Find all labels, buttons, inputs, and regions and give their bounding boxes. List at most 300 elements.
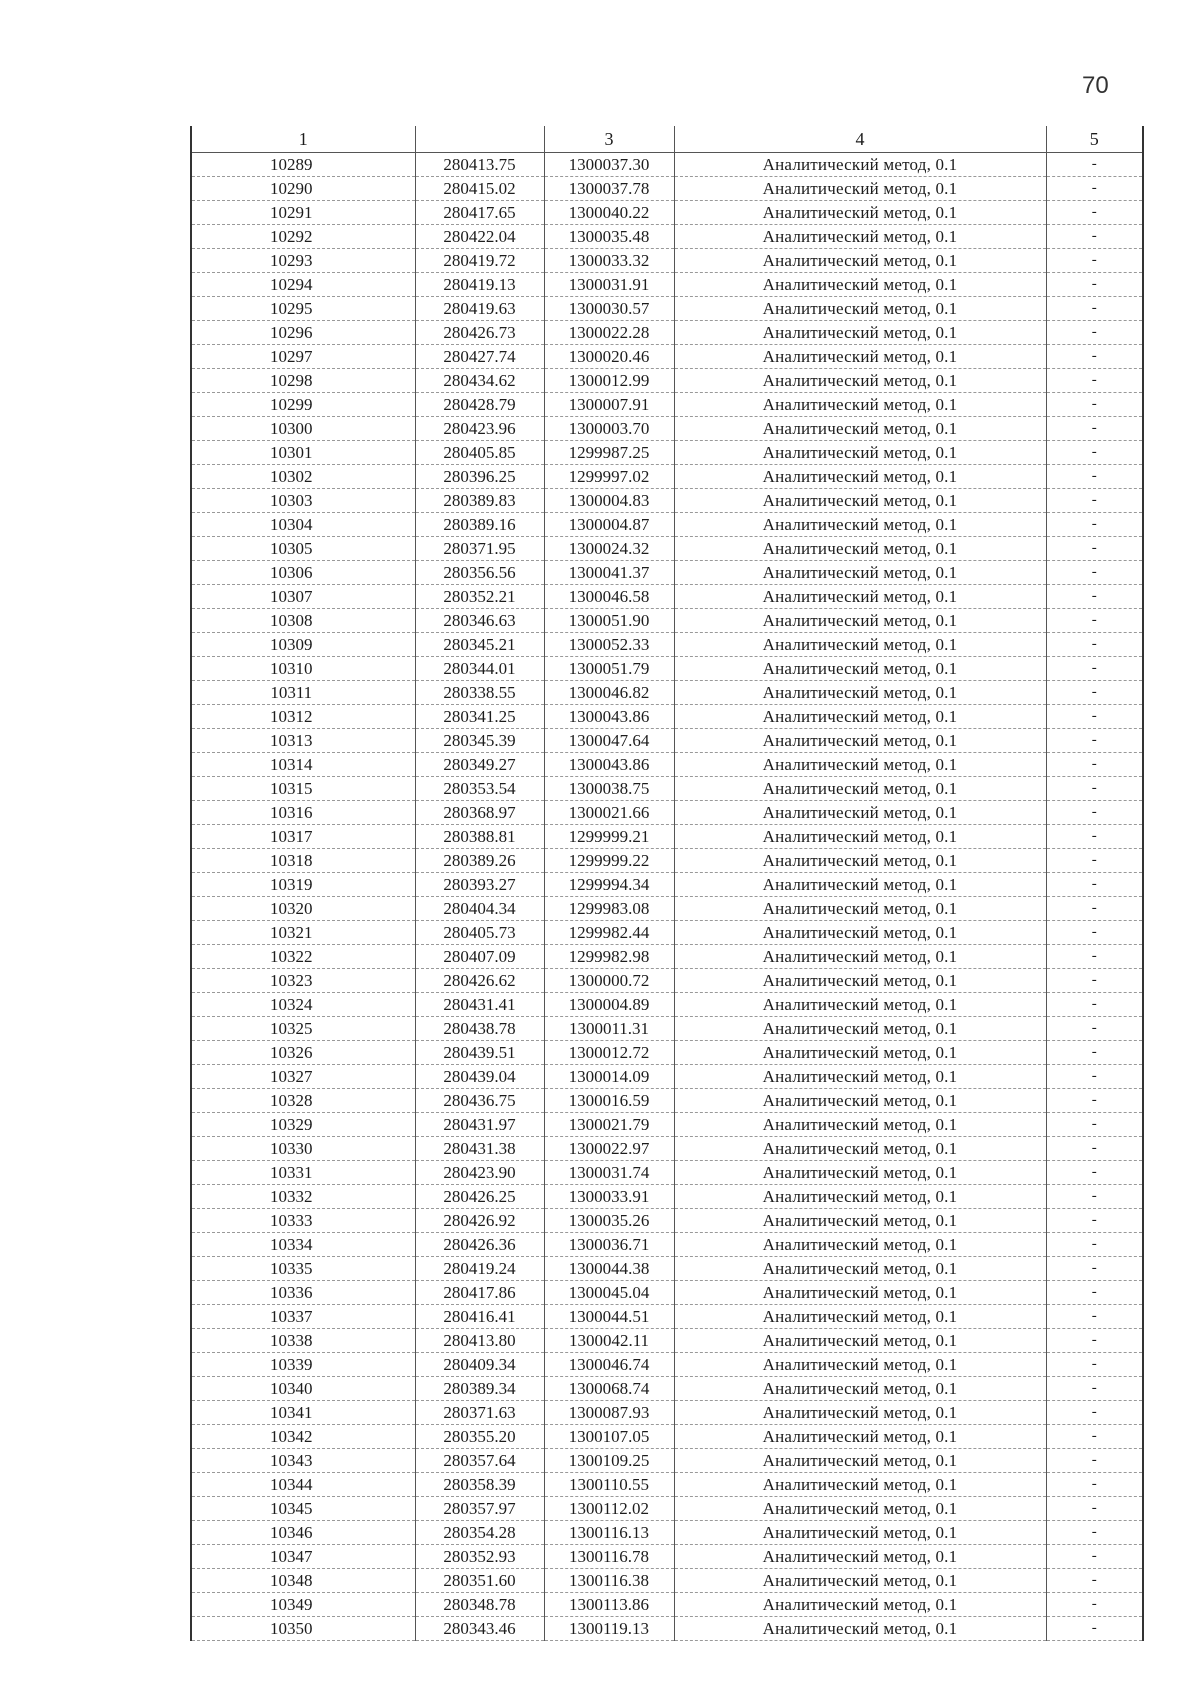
x-coordinate-cell: 280389.16 xyxy=(415,513,544,537)
table-row xyxy=(191,1017,1143,1041)
x-coordinate-cell: 280419.13 xyxy=(415,273,544,297)
point-number-cell: 10302 xyxy=(191,465,415,489)
y-coordinate-cell: 1300012.99 xyxy=(544,369,674,393)
method-cell: Аналитический метод, 0.1 xyxy=(674,1065,1046,1089)
point-number-cell: 10309 xyxy=(191,633,415,657)
method-cell: Аналитический метод, 0.1 xyxy=(674,465,1046,489)
y-coordinate-cell: 1300022.28 xyxy=(544,321,674,345)
point-number-cell: 10305 xyxy=(191,537,415,561)
x-coordinate-cell: 280426.73 xyxy=(415,321,544,345)
note-cell: - xyxy=(1046,1305,1143,1329)
y-coordinate-cell: 1300030.57 xyxy=(544,297,674,321)
y-coordinate-cell: 1300046.58 xyxy=(544,585,674,609)
y-coordinate-cell: 1300004.89 xyxy=(544,993,674,1017)
note-cell: - xyxy=(1046,537,1143,561)
column-header-3: 3 xyxy=(544,126,674,153)
method-cell: Аналитический метод, 0.1 xyxy=(674,1233,1046,1257)
note-cell: - xyxy=(1046,225,1143,249)
y-coordinate-cell: 1300087.93 xyxy=(544,1401,674,1425)
table-row xyxy=(191,1353,1143,1377)
table-row xyxy=(191,1257,1143,1281)
coordinates-table xyxy=(190,126,1144,1641)
note-cell: - xyxy=(1046,945,1143,969)
table-row xyxy=(191,1377,1143,1401)
x-coordinate-cell: 280419.63 xyxy=(415,297,544,321)
column-header-2 xyxy=(415,126,544,153)
x-coordinate-cell: 280422.04 xyxy=(415,225,544,249)
y-coordinate-cell: 1300004.87 xyxy=(544,513,674,537)
note-cell: - xyxy=(1046,1521,1143,1545)
note-cell: - xyxy=(1046,1065,1143,1089)
note-cell: - xyxy=(1046,177,1143,201)
table-row xyxy=(191,969,1143,993)
y-coordinate-cell: 1300116.13 xyxy=(544,1521,674,1545)
y-coordinate-cell: 1300116.38 xyxy=(544,1569,674,1593)
point-number-cell: 10312 xyxy=(191,705,415,729)
x-coordinate-cell: 280348.78 xyxy=(415,1593,544,1617)
method-cell: Аналитический метод, 0.1 xyxy=(674,1137,1046,1161)
table-row xyxy=(191,489,1143,513)
method-cell: Аналитический метод, 0.1 xyxy=(674,1017,1046,1041)
x-coordinate-cell: 280357.64 xyxy=(415,1449,544,1473)
point-number-cell: 10316 xyxy=(191,801,415,825)
table-row xyxy=(191,585,1143,609)
method-cell: Аналитический метод, 0.1 xyxy=(674,801,1046,825)
column-header-5: 5 xyxy=(1046,126,1143,153)
method-cell: Аналитический метод, 0.1 xyxy=(674,1041,1046,1065)
point-number-cell: 10319 xyxy=(191,873,415,897)
x-coordinate-cell: 280417.86 xyxy=(415,1281,544,1305)
point-number-cell: 10301 xyxy=(191,441,415,465)
y-coordinate-cell: 1300040.22 xyxy=(544,201,674,225)
x-coordinate-cell: 280427.74 xyxy=(415,345,544,369)
point-number-cell: 10307 xyxy=(191,585,415,609)
x-coordinate-cell: 280407.09 xyxy=(415,945,544,969)
x-coordinate-cell: 280413.75 xyxy=(415,153,544,177)
note-cell: - xyxy=(1046,801,1143,825)
point-number-cell: 10344 xyxy=(191,1473,415,1497)
method-cell: Аналитический метод, 0.1 xyxy=(674,753,1046,777)
note-cell: - xyxy=(1046,1161,1143,1185)
method-cell: Аналитический метод, 0.1 xyxy=(674,177,1046,201)
point-number-cell: 10295 xyxy=(191,297,415,321)
y-coordinate-cell: 1300044.51 xyxy=(544,1305,674,1329)
table-row xyxy=(191,1449,1143,1473)
x-coordinate-cell: 280338.55 xyxy=(415,681,544,705)
point-number-cell: 10293 xyxy=(191,249,415,273)
point-number-cell: 10297 xyxy=(191,345,415,369)
method-cell: Аналитический метод, 0.1 xyxy=(674,585,1046,609)
note-cell: - xyxy=(1046,201,1143,225)
method-cell: Аналитический метод, 0.1 xyxy=(674,273,1046,297)
point-number-cell: 10289 xyxy=(191,153,415,177)
x-coordinate-cell: 280439.04 xyxy=(415,1065,544,1089)
y-coordinate-cell: 1300014.09 xyxy=(544,1065,674,1089)
point-number-cell: 10304 xyxy=(191,513,415,537)
table-row xyxy=(191,465,1143,489)
x-coordinate-cell: 280354.28 xyxy=(415,1521,544,1545)
x-coordinate-cell: 280371.63 xyxy=(415,1401,544,1425)
y-coordinate-cell: 1300031.91 xyxy=(544,273,674,297)
table-row xyxy=(191,273,1143,297)
y-coordinate-cell: 1300000.72 xyxy=(544,969,674,993)
note-cell: - xyxy=(1046,273,1143,297)
y-coordinate-cell: 1300033.32 xyxy=(544,249,674,273)
y-coordinate-cell: 1300109.25 xyxy=(544,1449,674,1473)
table-row xyxy=(191,417,1143,441)
point-number-cell: 10325 xyxy=(191,1017,415,1041)
x-coordinate-cell: 280426.92 xyxy=(415,1209,544,1233)
note-cell: - xyxy=(1046,585,1143,609)
method-cell: Аналитический метод, 0.1 xyxy=(674,825,1046,849)
y-coordinate-cell: 1300051.90 xyxy=(544,609,674,633)
point-number-cell: 10317 xyxy=(191,825,415,849)
note-cell: - xyxy=(1046,1377,1143,1401)
table-row xyxy=(191,1089,1143,1113)
note-cell: - xyxy=(1046,393,1143,417)
x-coordinate-cell: 280431.97 xyxy=(415,1113,544,1137)
method-cell: Аналитический метод, 0.1 xyxy=(674,369,1046,393)
x-coordinate-cell: 280341.25 xyxy=(415,705,544,729)
y-coordinate-cell: 1300068.74 xyxy=(544,1377,674,1401)
x-coordinate-cell: 280356.56 xyxy=(415,561,544,585)
table-row xyxy=(191,873,1143,897)
y-coordinate-cell: 1300007.91 xyxy=(544,393,674,417)
y-coordinate-cell: 1299987.25 xyxy=(544,441,674,465)
table-row xyxy=(191,225,1143,249)
x-coordinate-cell: 280345.39 xyxy=(415,729,544,753)
x-coordinate-cell: 280349.27 xyxy=(415,753,544,777)
x-coordinate-cell: 280436.75 xyxy=(415,1089,544,1113)
method-cell: Аналитический метод, 0.1 xyxy=(674,1113,1046,1137)
y-coordinate-cell: 1300046.82 xyxy=(544,681,674,705)
point-number-cell: 10338 xyxy=(191,1329,415,1353)
note-cell: - xyxy=(1046,153,1143,177)
method-cell: Аналитический метод, 0.1 xyxy=(674,1473,1046,1497)
y-coordinate-cell: 1300035.48 xyxy=(544,225,674,249)
method-cell: Аналитический метод, 0.1 xyxy=(674,489,1046,513)
note-cell: - xyxy=(1046,1041,1143,1065)
x-coordinate-cell: 280419.24 xyxy=(415,1257,544,1281)
y-coordinate-cell: 1299997.02 xyxy=(544,465,674,489)
x-coordinate-cell: 280405.85 xyxy=(415,441,544,465)
method-cell: Аналитический метод, 0.1 xyxy=(674,1353,1046,1377)
note-cell: - xyxy=(1046,849,1143,873)
point-number-cell: 10347 xyxy=(191,1545,415,1569)
point-number-cell: 10348 xyxy=(191,1569,415,1593)
note-cell: - xyxy=(1046,1017,1143,1041)
method-cell: Аналитический метод, 0.1 xyxy=(674,705,1046,729)
point-number-cell: 10329 xyxy=(191,1113,415,1137)
x-coordinate-cell: 280423.96 xyxy=(415,417,544,441)
note-cell: - xyxy=(1046,489,1143,513)
point-number-cell: 10341 xyxy=(191,1401,415,1425)
point-number-cell: 10337 xyxy=(191,1305,415,1329)
y-coordinate-cell: 1300107.05 xyxy=(544,1425,674,1449)
table-row xyxy=(191,1305,1143,1329)
y-coordinate-cell: 1300004.83 xyxy=(544,489,674,513)
table-row xyxy=(191,1617,1143,1641)
x-coordinate-cell: 280393.27 xyxy=(415,873,544,897)
y-coordinate-cell: 1300035.26 xyxy=(544,1209,674,1233)
y-coordinate-cell: 1300021.79 xyxy=(544,1113,674,1137)
method-cell: Аналитический метод, 0.1 xyxy=(674,201,1046,225)
note-cell: - xyxy=(1046,1545,1143,1569)
column-header-4: 4 xyxy=(674,126,1046,153)
x-coordinate-cell: 280431.38 xyxy=(415,1137,544,1161)
x-coordinate-cell: 280415.02 xyxy=(415,177,544,201)
table-row xyxy=(191,1593,1143,1617)
y-coordinate-cell: 1300051.79 xyxy=(544,657,674,681)
note-cell: - xyxy=(1046,249,1143,273)
note-cell: - xyxy=(1046,825,1143,849)
note-cell: - xyxy=(1046,897,1143,921)
point-number-cell: 10298 xyxy=(191,369,415,393)
x-coordinate-cell: 280389.83 xyxy=(415,489,544,513)
method-cell: Аналитический метод, 0.1 xyxy=(674,537,1046,561)
method-cell: Аналитический метод, 0.1 xyxy=(674,681,1046,705)
x-coordinate-cell: 280346.63 xyxy=(415,609,544,633)
y-coordinate-cell: 1300003.70 xyxy=(544,417,674,441)
table-row xyxy=(191,657,1143,681)
point-number-cell: 10327 xyxy=(191,1065,415,1089)
y-coordinate-cell: 1300043.86 xyxy=(544,753,674,777)
note-cell: - xyxy=(1046,681,1143,705)
method-cell: Аналитический метод, 0.1 xyxy=(674,1521,1046,1545)
point-number-cell: 10310 xyxy=(191,657,415,681)
method-cell: Аналитический метод, 0.1 xyxy=(674,1425,1046,1449)
table-row xyxy=(191,1113,1143,1137)
y-coordinate-cell: 1300020.46 xyxy=(544,345,674,369)
table-row xyxy=(191,777,1143,801)
note-cell: - xyxy=(1046,921,1143,945)
method-cell: Аналитический метод, 0.1 xyxy=(674,921,1046,945)
table-row xyxy=(191,1185,1143,1209)
table-row xyxy=(191,1329,1143,1353)
x-coordinate-cell: 280428.79 xyxy=(415,393,544,417)
y-coordinate-cell: 1300119.13 xyxy=(544,1617,674,1641)
note-cell: - xyxy=(1046,1185,1143,1209)
method-cell: Аналитический метод, 0.1 xyxy=(674,1617,1046,1641)
x-coordinate-cell: 280388.81 xyxy=(415,825,544,849)
point-number-cell: 10335 xyxy=(191,1257,415,1281)
x-coordinate-cell: 280355.20 xyxy=(415,1425,544,1449)
table-row xyxy=(191,537,1143,561)
method-cell: Аналитический метод, 0.1 xyxy=(674,345,1046,369)
method-cell: Аналитический метод, 0.1 xyxy=(674,1161,1046,1185)
y-coordinate-cell: 1299999.21 xyxy=(544,825,674,849)
note-cell: - xyxy=(1046,417,1143,441)
y-coordinate-cell: 1300037.30 xyxy=(544,153,674,177)
y-coordinate-cell: 1300038.75 xyxy=(544,777,674,801)
note-cell: - xyxy=(1046,369,1143,393)
table-row xyxy=(191,609,1143,633)
y-coordinate-cell: 1300024.32 xyxy=(544,537,674,561)
point-number-cell: 10296 xyxy=(191,321,415,345)
note-cell: - xyxy=(1046,1113,1143,1137)
x-coordinate-cell: 280438.78 xyxy=(415,1017,544,1041)
y-coordinate-cell: 1300042.11 xyxy=(544,1329,674,1353)
point-number-cell: 10290 xyxy=(191,177,415,201)
table-row xyxy=(191,825,1143,849)
table-row xyxy=(191,249,1143,273)
x-coordinate-cell: 280426.25 xyxy=(415,1185,544,1209)
method-cell: Аналитический метод, 0.1 xyxy=(674,297,1046,321)
note-cell: - xyxy=(1046,1353,1143,1377)
note-cell: - xyxy=(1046,297,1143,321)
point-number-cell: 10291 xyxy=(191,201,415,225)
table-row xyxy=(191,897,1143,921)
table-row xyxy=(191,681,1143,705)
table-row xyxy=(191,1065,1143,1089)
point-number-cell: 10321 xyxy=(191,921,415,945)
method-cell: Аналитический метод, 0.1 xyxy=(674,945,1046,969)
y-coordinate-cell: 1300033.91 xyxy=(544,1185,674,1209)
table-header-row xyxy=(191,126,1143,153)
note-cell: - xyxy=(1046,513,1143,537)
point-number-cell: 10311 xyxy=(191,681,415,705)
note-cell: - xyxy=(1046,753,1143,777)
note-cell: - xyxy=(1046,1497,1143,1521)
point-number-cell: 10333 xyxy=(191,1209,415,1233)
x-coordinate-cell: 280417.65 xyxy=(415,201,544,225)
x-coordinate-cell: 280368.97 xyxy=(415,801,544,825)
point-number-cell: 10324 xyxy=(191,993,415,1017)
table-row xyxy=(191,1521,1143,1545)
table-body xyxy=(191,153,1143,1641)
point-number-cell: 10336 xyxy=(191,1281,415,1305)
point-number-cell: 10328 xyxy=(191,1089,415,1113)
point-number-cell: 10306 xyxy=(191,561,415,585)
table-row xyxy=(191,1473,1143,1497)
note-cell: - xyxy=(1046,465,1143,489)
point-number-cell: 10331 xyxy=(191,1161,415,1185)
table-row xyxy=(191,1401,1143,1425)
x-coordinate-cell: 280345.21 xyxy=(415,633,544,657)
table-row xyxy=(191,513,1143,537)
x-coordinate-cell: 280416.41 xyxy=(415,1305,544,1329)
method-cell: Аналитический метод, 0.1 xyxy=(674,153,1046,177)
point-number-cell: 10332 xyxy=(191,1185,415,1209)
method-cell: Аналитический метод, 0.1 xyxy=(674,1185,1046,1209)
y-coordinate-cell: 1300036.71 xyxy=(544,1233,674,1257)
point-number-cell: 10342 xyxy=(191,1425,415,1449)
method-cell: Аналитический метод, 0.1 xyxy=(674,393,1046,417)
x-coordinate-cell: 280434.62 xyxy=(415,369,544,393)
x-coordinate-cell: 280353.54 xyxy=(415,777,544,801)
method-cell: Аналитический метод, 0.1 xyxy=(674,729,1046,753)
y-coordinate-cell: 1299982.44 xyxy=(544,921,674,945)
note-cell: - xyxy=(1046,1593,1143,1617)
note-cell: - xyxy=(1046,729,1143,753)
x-coordinate-cell: 280426.36 xyxy=(415,1233,544,1257)
y-coordinate-cell: 1300012.72 xyxy=(544,1041,674,1065)
table-row xyxy=(191,1161,1143,1185)
note-cell: - xyxy=(1046,561,1143,585)
point-number-cell: 10349 xyxy=(191,1593,415,1617)
point-number-cell: 10318 xyxy=(191,849,415,873)
method-cell: Аналитический метод, 0.1 xyxy=(674,1497,1046,1521)
method-cell: Аналитический метод, 0.1 xyxy=(674,1329,1046,1353)
y-coordinate-cell: 1300116.78 xyxy=(544,1545,674,1569)
y-coordinate-cell: 1299994.34 xyxy=(544,873,674,897)
table-row xyxy=(191,993,1143,1017)
x-coordinate-cell: 280404.34 xyxy=(415,897,544,921)
page-number: 70 xyxy=(1082,72,1109,99)
y-coordinate-cell: 1299983.08 xyxy=(544,897,674,921)
x-coordinate-cell: 280426.62 xyxy=(415,969,544,993)
note-cell: - xyxy=(1046,345,1143,369)
x-coordinate-cell: 280439.51 xyxy=(415,1041,544,1065)
table-row xyxy=(191,153,1143,177)
y-coordinate-cell: 1300044.38 xyxy=(544,1257,674,1281)
table-row xyxy=(191,753,1143,777)
table-row xyxy=(191,393,1143,417)
table-row xyxy=(191,1233,1143,1257)
note-cell: - xyxy=(1046,609,1143,633)
table-row xyxy=(191,1425,1143,1449)
point-number-cell: 10303 xyxy=(191,489,415,513)
method-cell: Аналитический метод, 0.1 xyxy=(674,897,1046,921)
x-coordinate-cell: 280351.60 xyxy=(415,1569,544,1593)
point-number-cell: 10294 xyxy=(191,273,415,297)
table-row xyxy=(191,1569,1143,1593)
table-row xyxy=(191,1545,1143,1569)
x-coordinate-cell: 280423.90 xyxy=(415,1161,544,1185)
method-cell: Аналитический метод, 0.1 xyxy=(674,1593,1046,1617)
note-cell: - xyxy=(1046,1089,1143,1113)
y-coordinate-cell: 1300031.74 xyxy=(544,1161,674,1185)
point-number-cell: 10323 xyxy=(191,969,415,993)
table-row xyxy=(191,201,1143,225)
method-cell: Аналитический метод, 0.1 xyxy=(674,1209,1046,1233)
table-row xyxy=(191,1281,1143,1305)
y-coordinate-cell: 1300113.86 xyxy=(544,1593,674,1617)
table-row xyxy=(191,177,1143,201)
note-cell: - xyxy=(1046,873,1143,897)
table-row xyxy=(191,945,1143,969)
y-coordinate-cell: 1300041.37 xyxy=(544,561,674,585)
point-number-cell: 10314 xyxy=(191,753,415,777)
y-coordinate-cell: 1300046.74 xyxy=(544,1353,674,1377)
table-row xyxy=(191,1497,1143,1521)
x-coordinate-cell: 280357.97 xyxy=(415,1497,544,1521)
x-coordinate-cell: 280431.41 xyxy=(415,993,544,1017)
note-cell: - xyxy=(1046,321,1143,345)
y-coordinate-cell: 1300037.78 xyxy=(544,177,674,201)
method-cell: Аналитический метод, 0.1 xyxy=(674,849,1046,873)
x-coordinate-cell: 280389.26 xyxy=(415,849,544,873)
point-number-cell: 10315 xyxy=(191,777,415,801)
table-row xyxy=(191,1041,1143,1065)
note-cell: - xyxy=(1046,1209,1143,1233)
method-cell: Аналитический метод, 0.1 xyxy=(674,873,1046,897)
column-header-1: 1 xyxy=(191,126,415,153)
point-number-cell: 10313 xyxy=(191,729,415,753)
note-cell: - xyxy=(1046,1137,1143,1161)
table-row xyxy=(191,369,1143,393)
note-cell: - xyxy=(1046,1473,1143,1497)
point-number-cell: 10339 xyxy=(191,1353,415,1377)
y-coordinate-cell: 1300021.66 xyxy=(544,801,674,825)
method-cell: Аналитический метод, 0.1 xyxy=(674,777,1046,801)
method-cell: Аналитический метод, 0.1 xyxy=(674,1449,1046,1473)
x-coordinate-cell: 280396.25 xyxy=(415,465,544,489)
table-row xyxy=(191,1137,1143,1161)
y-coordinate-cell: 1300016.59 xyxy=(544,1089,674,1113)
point-number-cell: 10320 xyxy=(191,897,415,921)
x-coordinate-cell: 280413.80 xyxy=(415,1329,544,1353)
